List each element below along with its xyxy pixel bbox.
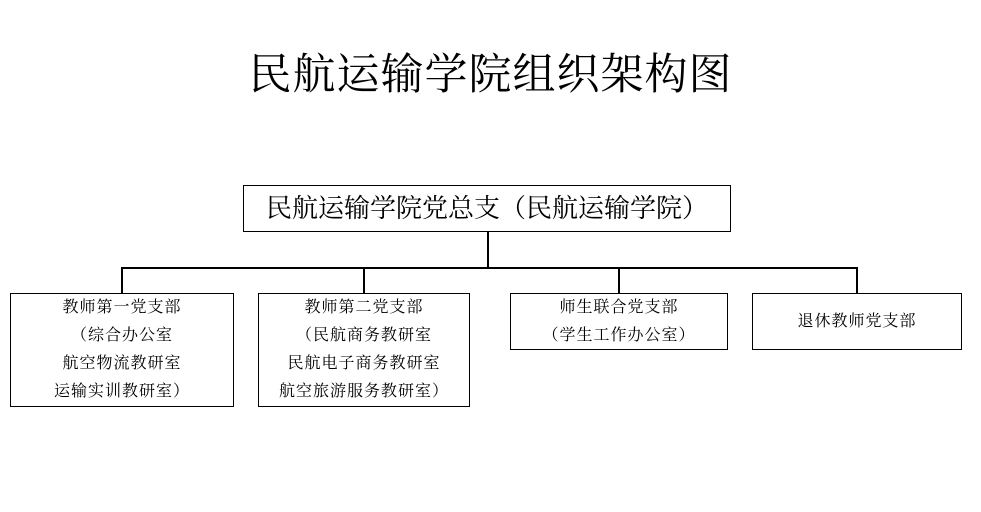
org-node-teacher-first-branch [10, 293, 234, 407]
connector-horizontal-rail [121, 267, 857, 269]
connector-drop-branch-2 [363, 267, 365, 293]
org-node-teacher-second-branch [258, 293, 470, 407]
connector-drop-branch-4 [856, 267, 858, 293]
org-node-line: （民航商务教研室 [295, 327, 432, 344]
org-node-line: 航空物流教研室 [62, 355, 182, 372]
org-node-line: 民航电子商务教研室 [287, 355, 441, 372]
org-node-line: （学生工作办公室） [542, 326, 696, 344]
org-node-line: 航空旅游服务教研室） [278, 383, 449, 400]
org-node-line: 师生联合党支部 [559, 298, 679, 316]
connector-drop-branch-1 [121, 267, 123, 293]
org-node-line: 教师第一党支部 [62, 299, 182, 316]
connector-root-stub [487, 232, 489, 268]
org-node-line: 退休教师党支部 [797, 312, 917, 330]
org-node-line: （综合办公室 [70, 327, 173, 344]
org-node-teacher-student-joint-branch [510, 293, 728, 350]
page-title: 民航运输学院组织架构图 [248, 52, 733, 99]
connector-drop-branch-3 [618, 267, 620, 293]
org-node-line: 教师第二党支部 [304, 299, 424, 316]
org-node-retired-teacher-branch [752, 293, 962, 350]
org-node-root [243, 185, 731, 232]
org-node-line: 运输实训教研室） [53, 383, 190, 400]
org-node-root-label: 民航运输学院党总支（民航运输学院） [265, 193, 708, 223]
